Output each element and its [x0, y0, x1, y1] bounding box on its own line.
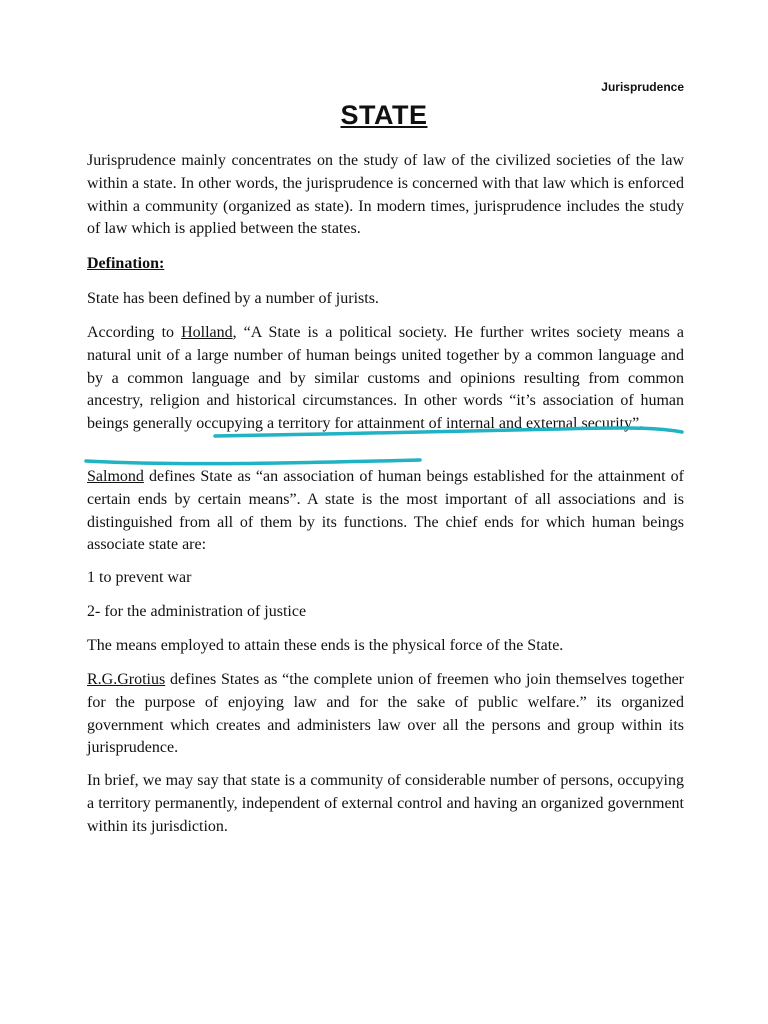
salmond-text: defines State as “an association of human beings established for the attainment of certain ends by certain means”. A state is the most important of all associations and is distinguished from all of them by its functions. The chief ends for which human beings associate state are:: [87, 468, 684, 554]
defined-by-paragraph: State has been defined by a number of jurists.: [87, 290, 379, 307]
grotius-name: R.G.Grotius: [87, 671, 166, 688]
highlight-stroke-2: [86, 460, 420, 464]
running-header: Jurisprudence: [601, 80, 684, 94]
holland-lead: According to: [87, 324, 182, 341]
holland-text: , “A State is a political society. He further writes society means a natural unit of a large number of human beings united together by a common language and by a common language and by similar customs and opinions resulting from common ancestry, religion and historical circumstances. In other words “it’s association of human beings generally occupying a territory for attainment of internal and external security”.: [87, 324, 684, 433]
grotius-paragraph: [87, 669, 684, 760]
salmond-paragraph: [87, 466, 684, 557]
ends-list-item-1: 1 to prevent war: [87, 569, 192, 586]
definition-heading: Defination:: [87, 255, 165, 272]
ends-list-item-2: 2- for the administration of justice: [87, 603, 307, 620]
holland-paragraph: [87, 322, 684, 436]
intro-paragraph: Jurisprudence mainly concentrates on the study of law of the civilized societies of the law within a state. In other words, the jurisprudence is concerned with that law which is enforced within a community (organized as state). In modern times, jurisprudence includes the study of law which is applied between the states.: [87, 152, 684, 238]
brief-paragraph: In brief, we may say that state is a community of considerable number of persons, occupying a territory permanently, independent of external control and having an organized government within its jurisdiction.: [87, 772, 684, 835]
salmond-name: Salmond: [87, 468, 144, 485]
holland-name: Holland: [181, 324, 233, 341]
means-paragraph: The means employed to attain these ends is the physical force of the State.: [87, 637, 564, 654]
grotius-text: defines States as “the complete union of freemen who join themselves together for the purpose of enjoying law and for the sake of public welfare.” its organized government which creates and administers law over all the persons and group within its jurisprudence.: [87, 671, 684, 757]
page-title: STATE: [340, 100, 428, 130]
